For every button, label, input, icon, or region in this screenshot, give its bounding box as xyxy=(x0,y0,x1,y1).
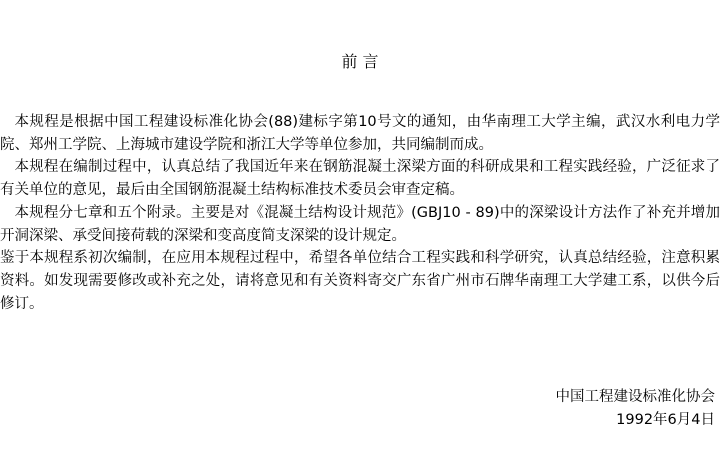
paragraph-drafting-process: 本规程在编制过程中，认真总结了我国近年来在钢筋混凝土深梁方面的科研成果和工程实践经验，广泛征求了有关单位的意见，最后由全国钢筋混凝土结构标准技术委员会审查定稿。 xyxy=(0,159,720,199)
paragraph-feedback-request: 鉴于本规程系初次编制，在应用本规程过程中，希望各单位结合工程实践和科学研究，认真总结经验，注意积累资料。如发现需要修改或补充之处，请将意见和有关资料寄交广东省广州市石牌华南理工大学建工系，以供今后修订。 xyxy=(0,250,720,312)
foreword-body xyxy=(0,111,720,315)
signature-date: 1992年6月4日 xyxy=(616,412,715,428)
page-title: 前 言 xyxy=(341,52,379,71)
paragraph-origin: 本规程是根据中国工程建设标准化协会(88)建标字第10号文的通知，由华南理工大学主编，武汉水利电力学院、郑州工学院、上海城市建设学院和浙江大学等单位参加，共同编制而成。 xyxy=(0,114,720,153)
signature-block xyxy=(556,386,716,432)
signature-organization: 中国工程建设标准化协会 xyxy=(555,389,715,405)
paragraph-contents-overview: 本规程分七章和五个附录。主要是对《混凝土结构设计规范》(GBJ10 - 89)中的深梁设计方法作了补充并增加开洞深梁、承受间接荷载的深梁和变高度简支深梁的设计规定。 xyxy=(0,204,720,244)
